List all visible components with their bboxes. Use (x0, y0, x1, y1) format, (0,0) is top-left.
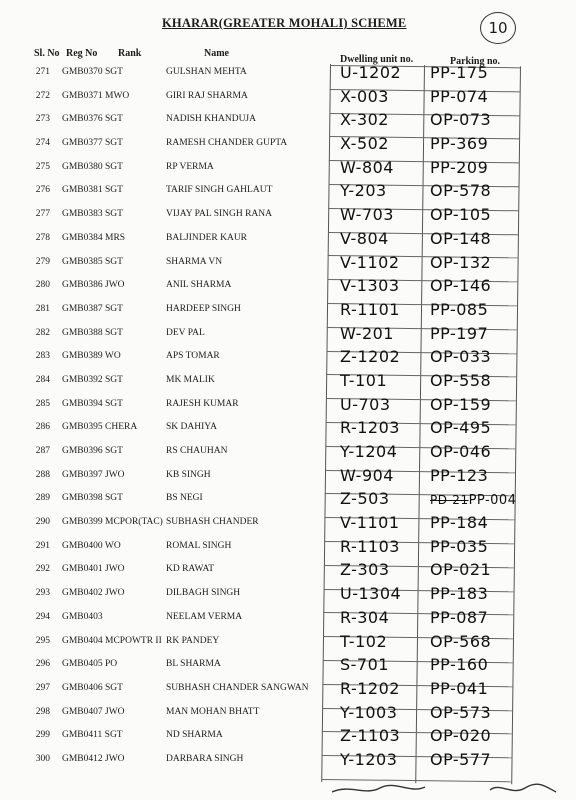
dwelling-unit-handwritten: R-1203 (340, 418, 400, 438)
dwelling-unit-handwritten: R-1101 (340, 299, 400, 319)
serial-number: 276 (35, 185, 50, 196)
dwelling-unit-handwritten: W-904 (340, 465, 394, 485)
table-row (0, 181, 576, 205)
member-name: ROMAL SINGH (166, 540, 232, 551)
member-name: NEELAM VERMA (166, 611, 243, 622)
reg-number-rank: GMB0389 WO (62, 351, 121, 362)
member-name: RK PANDEY (166, 635, 220, 646)
table-row (0, 466, 576, 490)
dwelling-unit-handwritten: Y-1204 (340, 442, 398, 461)
member-name: APS TOMAR (166, 351, 220, 362)
parking-number-handwritten: OP-046 (430, 442, 492, 461)
member-name: BL SHARMA (166, 659, 221, 670)
dwelling-unit-handwritten: R-1202 (340, 678, 400, 698)
reg-number-rank: GMB0405 PO (62, 659, 118, 670)
reg-number-rank: GMB0380 SGT (62, 161, 123, 172)
parking-number-handwritten: PP-160 (430, 655, 489, 675)
dwelling-unit-handwritten: S-701 (340, 655, 389, 675)
reg-number-rank: GMB0381 SGT (62, 185, 123, 196)
serial-number: 272 (35, 90, 50, 101)
member-name: GIRI RAJ SHARMA (166, 90, 248, 101)
column-header-sl-no: Sl. No (34, 48, 60, 59)
reg-number-rank: GMB0400 WO (62, 540, 121, 551)
dwelling-unit-handwritten: W-201 (340, 323, 394, 343)
parking-number-handwritten: OP-105 (430, 205, 492, 225)
reg-number-rank: GMB0403 (62, 611, 103, 622)
reg-number-rank: GMB0398 SGT (62, 493, 123, 504)
table-row (0, 489, 576, 513)
parking-number-handwritten: PP-184 (430, 513, 489, 533)
parking-number-handwritten: OP-148 (430, 228, 492, 248)
dwelling-unit-handwritten: V-804 (340, 228, 389, 248)
parking-number-handwritten: OP-573 (430, 702, 492, 722)
parking-number-handwritten: OP-132 (430, 252, 492, 272)
parking-number-handwritten (430, 489, 516, 508)
serial-number: 273 (35, 114, 50, 125)
dwelling-unit-handwritten: X-502 (340, 134, 389, 154)
table-row (0, 87, 576, 111)
reg-number-rank: GMB0370 SGT (62, 67, 123, 77)
table-row (0, 703, 576, 727)
parking-number-handwritten: OP-033 (430, 347, 492, 367)
reg-number-rank: GMB0386 JWO (62, 280, 125, 291)
dwelling-unit-handwritten: Y-1003 (340, 702, 398, 722)
reg-number-rank: GMB0388 SGT (62, 327, 123, 338)
member-name: TARIF SINGH GAHLAUT (166, 185, 273, 196)
member-name: ANIL SHARMA (166, 280, 232, 291)
reg-number-rank: GMB0383 SGT (62, 209, 123, 220)
table-row (0, 205, 576, 229)
reg-number-rank: GMB0394 SGT (62, 398, 123, 409)
member-name: KB SINGH (166, 469, 211, 480)
column-header-dwelling-unit: Dwelling unit no. (340, 54, 414, 65)
table-row (0, 750, 576, 774)
member-name: RAJESH KUMAR (166, 398, 239, 409)
table-row (0, 584, 576, 608)
dwelling-unit-handwritten: Z-503 (340, 489, 390, 509)
reg-number-rank: GMB0385 SGT (62, 256, 123, 267)
reg-number-rank: GMB0371 MWO (62, 90, 130, 101)
dwelling-unit-handwritten: W-703 (340, 205, 394, 225)
member-name: ND SHARMA (166, 730, 223, 741)
reg-number-rank: GMB0396 SGT (62, 446, 123, 456)
parking-number-handwritten: PP-123 (430, 465, 489, 485)
page-title: KHARAR(GREATER MOHALI) SCHEME (162, 16, 407, 30)
member-name: BS NEGI (166, 493, 203, 504)
table-row (0, 158, 576, 182)
dwelling-unit-handwritten: V-1102 (340, 252, 400, 272)
signature-scribble (330, 778, 560, 800)
member-name: RAMESH CHANDER GUPTA (166, 138, 288, 149)
reg-number-rank: GMB0399 MCPOR(TAC) (62, 517, 163, 528)
reg-number-rank: GMB0406 SGT (62, 682, 123, 693)
table-row (0, 276, 576, 300)
serial-number: 278 (35, 232, 50, 243)
member-name: SUBHASH CHANDER (166, 517, 259, 528)
serial-number: 294 (35, 611, 50, 622)
member-name: KD RAWAT (166, 564, 215, 575)
parking-number-handwritten: OP-146 (430, 276, 492, 296)
serial-number: 288 (35, 469, 50, 480)
parking-number-handwritten: PP-197 (430, 323, 489, 343)
table-row (0, 395, 576, 419)
member-name: DARBARA SINGH (166, 753, 244, 764)
column-header-parking: Parking no. (450, 56, 501, 67)
serial-number: 283 (35, 351, 50, 362)
parking-number-handwritten: OP-073 (430, 110, 492, 130)
dwelling-unit-handwritten: V-1101 (340, 513, 400, 533)
table-row (0, 679, 576, 703)
parking-number-handwritten: OP-578 (430, 181, 492, 201)
dwelling-unit-handwritten: Z-1103 (340, 726, 401, 746)
dwelling-unit-handwritten: T-102 (340, 631, 388, 651)
column-header-reg-no: Reg No (66, 48, 98, 59)
member-name: GULSHAN MEHTA (166, 67, 247, 77)
table-row (0, 726, 576, 750)
member-name: BALJINDER KAUR (166, 232, 248, 243)
serial-number: 290 (35, 517, 50, 528)
corrected-parking-number: PP-004 (468, 493, 517, 509)
member-name: RS CHAUHAN (166, 446, 228, 456)
table-row (0, 347, 576, 371)
table-row (0, 537, 576, 561)
member-name: SHARMA VN (166, 256, 223, 267)
serial-number: 295 (35, 635, 50, 646)
table-row (0, 560, 576, 584)
parking-number-handwritten: OP-577 (430, 749, 492, 769)
table-row (0, 110, 576, 134)
dwelling-unit-handwritten: Z-1202 (340, 347, 401, 367)
reg-number-rank: GMB0395 CHERA (62, 422, 138, 433)
parking-number-handwritten: PP-085 (430, 299, 489, 319)
serial-number: 299 (35, 730, 50, 741)
reg-number-rank: GMB0404 MCPOWTR II (62, 635, 162, 646)
parking-number-handwritten: OP-021 (430, 560, 492, 580)
member-name: NADISH KHANDUJA (166, 114, 256, 125)
serial-number: 281 (35, 303, 50, 314)
serial-number: 291 (35, 540, 50, 551)
parking-number-handwritten: PP-209 (430, 157, 489, 177)
serial-number: 274 (35, 138, 50, 149)
column-header-rank: Rank (118, 48, 142, 59)
member-name: VIJAY PAL SINGH RANA (166, 209, 273, 220)
table-row (0, 513, 576, 537)
dwelling-unit-handwritten: U-1304 (340, 584, 402, 604)
table-row (0, 608, 576, 632)
member-name: DEV PAL (166, 327, 205, 338)
reg-number-rank: GMB0377 SGT (62, 138, 123, 149)
parking-number-handwritten: OP-558 (430, 370, 492, 390)
reg-number-rank: GMB0384 MRS (62, 232, 126, 243)
serial-number: 296 (35, 659, 50, 670)
dwelling-unit-handwritten: U-703 (340, 394, 391, 414)
reg-number-rank: GMB0376 SGT (62, 114, 123, 125)
reg-number-rank: GMB0411 SGT (62, 730, 123, 741)
page-number-badge: 10 (480, 12, 516, 44)
member-name: MAN MOHAN BHATT (166, 706, 260, 717)
dwelling-unit-handwritten: V-1303 (340, 276, 400, 296)
dwelling-unit-handwritten: U-1202 (340, 63, 402, 82)
serial-number: 286 (35, 422, 50, 433)
table-row (0, 324, 576, 348)
reg-number-rank: GMB0392 SGT (62, 374, 123, 385)
member-name: HARDEEP SINGH (166, 303, 241, 314)
serial-number: 298 (35, 706, 50, 717)
parking-number-handwritten: PP-087 (430, 607, 489, 627)
reg-number-rank: GMB0387 SGT (62, 303, 123, 314)
serial-number: 300 (35, 753, 50, 764)
dwelling-unit-handwritten: Z-303 (340, 560, 390, 580)
member-name: SK DAHIYA (166, 422, 217, 433)
dwelling-unit-handwritten: R-304 (340, 607, 390, 627)
member-name: SUBHASH CHANDER SANGWAN (166, 682, 309, 693)
dwelling-unit-handwritten: X-003 (340, 86, 389, 106)
table-row (0, 300, 576, 324)
table-row (0, 418, 576, 442)
reg-number-rank: GMB0401 JWO (62, 564, 125, 575)
table-row (0, 134, 576, 158)
table-row (0, 655, 576, 679)
reg-number-rank: GMB0397 JWO (62, 469, 125, 480)
struck-parking-number: PD-21 (430, 493, 469, 508)
member-name: RP VERMA (166, 161, 214, 172)
dwelling-unit-handwritten: X-302 (340, 110, 389, 130)
serial-number: 284 (35, 374, 50, 385)
reg-number-rank: GMB0407 JWO (62, 706, 125, 717)
serial-number: 292 (35, 564, 50, 575)
table-row (0, 632, 576, 656)
serial-number: 293 (35, 588, 50, 599)
parking-number-handwritten: PP-175 (430, 63, 489, 82)
parking-number-handwritten: PP-369 (430, 134, 489, 154)
serial-number: 279 (35, 256, 50, 267)
dwelling-unit-handwritten: R-1103 (340, 536, 400, 556)
table-row (0, 63, 576, 87)
parking-number-handwritten: PP-035 (430, 536, 489, 556)
parking-number-handwritten: PP-041 (430, 678, 489, 698)
serial-number: 289 (35, 493, 50, 504)
table-row (0, 229, 576, 253)
allotment-table (0, 63, 576, 774)
dwelling-unit-handwritten: Y-1203 (340, 749, 398, 769)
parking-number-handwritten: OP-495 (430, 418, 492, 438)
reg-number-rank: GMB0412 JWO (62, 753, 125, 764)
table-row (0, 371, 576, 395)
parking-number-handwritten: OP-020 (430, 726, 492, 746)
member-name: MK MALIK (166, 374, 215, 385)
column-header-name: Name (204, 48, 229, 59)
serial-number: 280 (35, 280, 50, 291)
parking-number-handwritten: OP-568 (430, 631, 492, 651)
table-row (0, 253, 576, 277)
member-name: DILBAGH SINGH (166, 588, 241, 599)
table-row (0, 442, 576, 466)
serial-number: 275 (35, 161, 50, 172)
parking-number-handwritten: PP-074 (430, 86, 489, 106)
serial-number: 277 (35, 209, 50, 220)
dwelling-unit-handwritten: W-804 (340, 157, 394, 177)
serial-number: 287 (35, 446, 50, 456)
dwelling-unit-handwritten: T-101 (340, 370, 388, 390)
parking-number-handwritten: OP-159 (430, 394, 492, 414)
parking-number-handwritten: PP-183 (430, 584, 489, 604)
serial-number: 271 (35, 67, 50, 77)
serial-number: 297 (35, 682, 50, 693)
serial-number: 285 (35, 398, 50, 409)
reg-number-rank: GMB0402 JWO (62, 588, 125, 599)
serial-number: 282 (35, 327, 50, 338)
dwelling-unit-handwritten: Y-203 (340, 181, 387, 201)
